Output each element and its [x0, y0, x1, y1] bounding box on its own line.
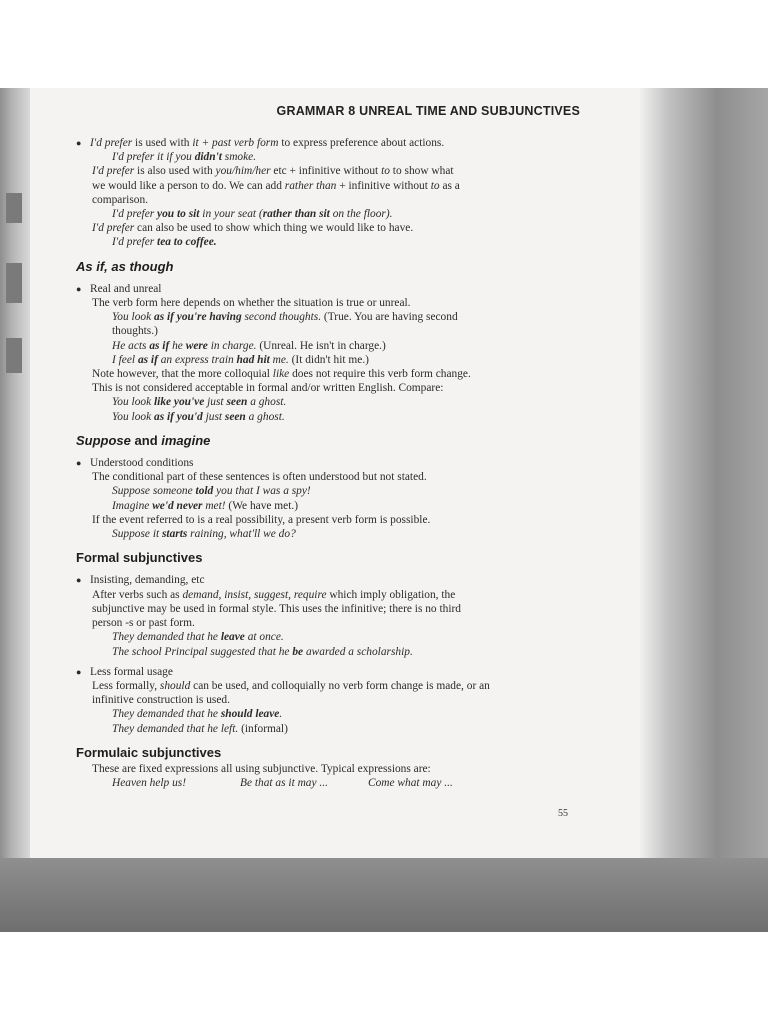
text: he	[169, 339, 186, 352]
text: just	[204, 396, 227, 409]
body-line	[76, 367, 576, 381]
key-form: rather than sit	[262, 208, 330, 221]
section-heading-formal-subjunctives: Formal subjunctives	[76, 550, 203, 566]
key-form: seen	[226, 396, 248, 409]
text: a ghost.	[247, 396, 287, 409]
text: (It didn't hit me.)	[288, 353, 369, 366]
body-line: This is not considered acceptable in formal and/or written English. Compare:	[92, 382, 444, 395]
text: can be used, and colloquially no verb form change is made, or an	[190, 679, 490, 692]
text: He acts	[112, 339, 150, 352]
text: etc + infinitive without	[270, 165, 382, 178]
text: Suppose someone	[112, 485, 196, 498]
key-form: had hit	[236, 353, 270, 366]
text: (True. You are having second	[321, 311, 458, 324]
example	[76, 484, 576, 498]
key-form: tea to coffee.	[157, 236, 217, 249]
body-line	[76, 588, 576, 602]
text: I'd prefer	[112, 236, 158, 249]
text: After verbs such as	[92, 588, 183, 601]
text: I'd prefer	[92, 222, 135, 235]
text: awarded a scholarship.	[303, 645, 413, 658]
key-form: should leave	[220, 708, 280, 721]
text: to	[381, 165, 390, 178]
key-form: starts	[162, 528, 188, 541]
body-line: These are fixed expressions all using subjunctive. Typical expressions are:	[92, 762, 431, 775]
key-form: were	[185, 339, 208, 352]
page-edge-tab	[6, 263, 22, 303]
text: Suppose	[76, 432, 131, 448]
text: I feel	[112, 353, 138, 366]
key-form: we'd never	[152, 499, 203, 512]
example	[76, 722, 576, 736]
text: me.	[269, 353, 289, 366]
text: imagine	[161, 432, 211, 448]
key-form: leave	[220, 631, 245, 644]
text: raining, what'll we do?	[187, 528, 296, 541]
text: Imagine	[112, 499, 153, 512]
section-heading-as-if: As if, as though	[76, 258, 174, 274]
text: (We have met.)	[225, 499, 299, 512]
body-line	[76, 164, 576, 178]
text: you that I was a spy!	[213, 485, 311, 498]
key-form: like you've	[154, 396, 205, 409]
body-line	[76, 179, 576, 193]
example	[76, 353, 576, 367]
text: is used with	[132, 137, 193, 149]
example	[76, 395, 576, 409]
example	[76, 207, 576, 221]
text: + infinitive without	[336, 179, 431, 192]
example	[76, 150, 576, 164]
text: (informal)	[238, 722, 288, 735]
text: like	[272, 368, 290, 381]
text: I'd prefer	[112, 208, 158, 221]
body-line: person -s or past form.	[92, 617, 195, 630]
example	[76, 499, 576, 513]
example	[76, 630, 576, 644]
text: as a	[439, 179, 460, 192]
text: to show what	[389, 165, 454, 178]
example	[76, 235, 576, 249]
text: which imply obligation, the	[326, 588, 456, 601]
text: I'd prefer	[92, 165, 135, 178]
text: rather than	[284, 179, 337, 192]
key-form: be	[292, 645, 304, 658]
text: it + past verb form	[192, 137, 279, 149]
example	[76, 339, 576, 353]
example	[76, 645, 576, 659]
key-form: didn't	[194, 151, 222, 164]
key-form: you to sit	[157, 208, 200, 221]
key-form: as if you're having	[154, 311, 242, 324]
body-line: subjunctive may be used in formal style. This uses the infinitive; there is no third	[92, 602, 461, 615]
text: They demanded that he left.	[112, 722, 239, 735]
text: You look	[112, 396, 154, 409]
text: in your seat (	[199, 208, 263, 221]
text: just	[202, 410, 225, 423]
body-line	[76, 221, 576, 235]
bullet-less-formal-usage: ● Less formal usage	[76, 665, 576, 679]
scan-spine-shadow	[640, 88, 768, 858]
body-line: infinitive construction is used.	[92, 694, 230, 707]
page-edge-tab	[6, 338, 22, 373]
expression-list	[76, 776, 576, 790]
example	[76, 707, 576, 721]
text: Note however, that the more colloquial	[92, 368, 273, 381]
text: can also be used to show which thing we would like to have.	[134, 222, 414, 235]
text: an express train	[157, 353, 237, 366]
text: The school Principal suggested that he	[112, 645, 293, 658]
expression: Heaven help us!	[112, 777, 187, 790]
section-heading-suppose	[76, 434, 576, 448]
text: demand, insist, suggest, require	[182, 588, 327, 601]
key-form: as if you'd	[154, 410, 203, 423]
text: to express preference about actions.	[278, 137, 445, 149]
text: smoke.	[221, 151, 257, 164]
key-form: seen	[224, 410, 246, 423]
text: second thoughts.	[241, 311, 322, 324]
text: They demanded that he	[112, 631, 221, 644]
text: and	[130, 432, 162, 448]
text: at once.	[244, 631, 284, 644]
expression: Be that as it may ...	[240, 777, 328, 790]
text: does not require this verb form change.	[289, 368, 471, 381]
example-continued: thoughts.)	[112, 325, 158, 338]
body-line: If the event referred to is a real possibility, a present verb form is possible.	[92, 513, 431, 526]
bullet-understood-conditions: ● Understood conditions	[76, 456, 576, 470]
expression: Come what may ...	[368, 777, 453, 790]
text: You look	[112, 410, 154, 423]
text: in charge.	[207, 339, 257, 352]
page-edge-tab	[6, 193, 22, 223]
text: you/him/her	[215, 165, 271, 178]
text: Less formally,	[92, 679, 160, 692]
section-heading-formulaic-subjunctives: Formulaic subjunctives	[76, 744, 222, 760]
text: on the floor).	[329, 208, 393, 221]
example	[76, 310, 576, 324]
example	[76, 410, 576, 424]
text: .	[279, 708, 283, 721]
text: we would like a person to do. We can add	[92, 179, 285, 192]
body-line: The conditional part of these sentences is often understood but not stated.	[92, 471, 427, 484]
text: I'd prefer	[90, 137, 133, 149]
bullet-real-unreal: ● Real and unreal	[76, 282, 576, 296]
page-number: 55	[558, 808, 568, 819]
text: (Unreal. He isn't in charge.)	[256, 339, 386, 352]
body-line: comparison.	[92, 193, 148, 206]
bullet-insisting-demanding: ● Insisting, demanding, etc	[76, 573, 576, 587]
text: They demanded that he	[112, 708, 221, 721]
scan-margin-top	[0, 0, 768, 88]
key-form: as if	[137, 353, 158, 366]
bullet-id-prefer	[76, 136, 576, 150]
body-line	[76, 679, 576, 693]
body-line: The verb form here depends on whether the situation is true or unreal.	[92, 297, 411, 310]
scan-margin-bottom	[0, 858, 768, 932]
text: Suppose it	[112, 528, 162, 541]
example	[76, 527, 576, 541]
key-form: told	[195, 485, 214, 498]
text: a ghost.	[245, 410, 285, 423]
text: met!	[202, 499, 226, 512]
text: You look	[112, 311, 154, 324]
scan-margin-left	[0, 88, 30, 858]
running-header: GRAMMAR 8 UNREAL TIME AND SUBJUNCTIVES	[276, 104, 580, 118]
text: is also used with	[134, 165, 216, 178]
key-form: as if	[149, 339, 170, 352]
text: I'd prefer it if you	[112, 151, 195, 164]
text: to	[430, 179, 440, 192]
text: should	[159, 679, 191, 692]
page-content	[76, 136, 576, 790]
